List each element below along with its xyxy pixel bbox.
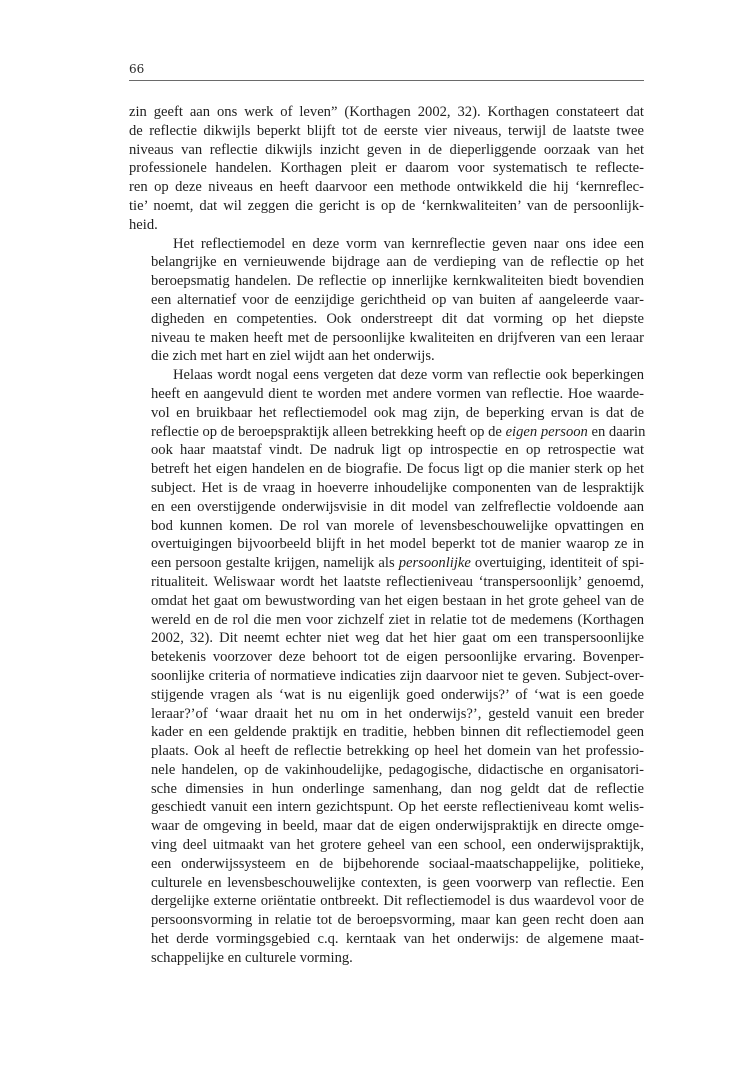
text-line: [129, 423, 644, 442]
text-line: overtuigingen bijvoorbeeld blijft in het model beperkt tot de manier waarop ze in: [151, 536, 644, 553]
text-line: een alternatief voor de eenzijdige gerichtheid op van buiten af aangeleerde vaar-: [151, 291, 644, 308]
text-line: en een overstijgende onderwijsvisie in dit model van zelfreflectie voldoende aan: [151, 498, 644, 515]
text-line: persoonsvorming in relatie tot de beroepsvorming, maar kan geen recht doen aan: [151, 912, 644, 929]
page-number: 66: [129, 62, 145, 76]
text-line: Helaas wordt nogal eens vergeten dat deze vorm van reflectie ook beperkingen: [173, 367, 644, 384]
text-line: die zich met hart en ziel wijdt aan het onderwijs.: [151, 348, 435, 365]
text-line: wereld en de rol die men voor zichzelf ziet in relatie tot de medemens (Korthagen: [151, 611, 644, 628]
paragraph-3: [129, 366, 644, 968]
text-line: het derde vormingsgebied c.q. kerntaak van het onderwijs: de algemene maat-: [151, 931, 644, 948]
text-line: zin geeft aan ons werk of leven” (Korthagen 2002, 32). Korthagen constateert dat: [129, 104, 644, 120]
text-line: ook haar maatstaf vindt. De nadruk ligt op introspectie en op retrospectie wat: [151, 442, 644, 459]
text-line: ren op deze niveaus en heeft daarvoor een methode ontwikkeld die hij ‘kernreflec-: [129, 179, 644, 196]
body-text: [129, 103, 644, 968]
text-line: beroepsmatig handelen. De reflectie op innerlijke kernkwaliteiten biedt bovendien: [151, 273, 644, 290]
text-line: 2002, 32). Dit neemt echter niet weg dat het hier gaat om een transpersoonlijke: [151, 630, 644, 647]
text-line: stijgende vragen als ‘wat is nu eigenlijk goed onderwijs?’ of ‘wat is een goede: [151, 686, 644, 703]
italic-term: persoonlijke: [398, 555, 475, 572]
paragraph-1: [129, 103, 644, 235]
text-line: belangrijke en vernieuwende bijdrage aan de verdieping van de reflectie op het: [151, 254, 644, 271]
text-line: ritualiteit. Weliswaar wordt het laatste reflectieniveau ‘transpersoonlijk’ genoemd,: [151, 573, 644, 590]
text-line: subject. Het is de vraag in hoeverre inhoudelijke componenten van de lespraktijk: [151, 479, 644, 496]
text-line: de reflectie dikwijls beperkt blijft tot de eerste vier niveaus, terwijl de laatste twee: [129, 122, 644, 139]
text-line: leraar?’of ‘waar draait het nu om in het onderwijs?’, gesteld vanuit een breder: [151, 705, 644, 722]
text-line: dergelijke externe oriëntatie ontbreekt. Dit reflectiemodel is dus waardevol voor de: [151, 893, 644, 910]
text-line: plaats. Ook al heeft de reflectie betrekking op heel het domein van het professio-: [151, 743, 644, 760]
text-line: niveau te maken heeft met de persoonlijke kwaliteiten en drijfveren van een leraar: [151, 329, 644, 346]
text-run: overtuiging, identiteit of spi-: [474, 555, 644, 572]
text-line: betekenis voorzover deze behoort tot de eigen persoonlijke ervaring. Bovenper-: [151, 649, 644, 666]
text-run: een persoon gestalte krijgen, namelijk als: [151, 555, 399, 572]
text-line: tie’ noemt, dat wil zeggen die gericht is op de ‘kernkwaliteiten’ van de persoonlijk-: [129, 197, 644, 214]
text-line: geschiedt vanuit een intern gezichtspunt. Op het eerste reflectieniveau komt welis-: [151, 799, 644, 816]
text-line: waar de omgeving in beeld, maar dat de eigen onderwijspraktijk en directe omge-: [151, 818, 644, 835]
text-line: een onderwijssysteem en de bijbehorende sociaal-maatschappelijke, politieke,: [151, 855, 644, 872]
text-line: vol en bruikbaar het reflectiemodel ook mag zijn, de beperking ervan is dat de: [151, 404, 644, 421]
text-line: niveaus van reflectie dikwijls inzicht geven in de dieperliggende oorzaak van het: [129, 141, 644, 158]
text-line: culturele en levensbeschouwelijke contexten, is geen voorwerp van reflectie. Een: [151, 874, 644, 891]
text-line: Het reflectiemodel en deze vorm van kernreflectie geven naar ons idee een: [173, 235, 644, 252]
paragraph-2: [129, 235, 644, 367]
text-line: bod kunnen komen. De rol van morele of levensbeschouwelijke opvattingen en: [151, 517, 644, 534]
text-line: ving deel uitmaakt van het grotere geheel van een school, een onderwijspraktijk,: [151, 837, 644, 854]
text-line: [129, 554, 644, 573]
text-line: heid.: [129, 216, 158, 233]
text-line: soonlijke criteria of normatieve indicaties zijn daarvoor niet te geven. Subject-over-: [151, 667, 644, 684]
text-run: en daarin: [591, 423, 646, 440]
text-line: sche dimensies in hun onderlinge samenhang, dan nog geldt dat de reflectie: [151, 780, 644, 797]
text-line: betreft het eigen handelen en de biografie. De focus ligt op die manier sterk op het: [151, 461, 644, 478]
text-line: digheden en competenties. Ook onderstreept dit dat vorming op het diepste: [151, 310, 644, 327]
text-line: omdat het gaat om bewustwording van het eigen bestaan in het grote geheel van de: [151, 592, 644, 609]
header-rule: [129, 80, 644, 81]
text-line: heeft en aangevuld dient te worden met andere vormen van reflectie. Hoe waarde-: [151, 385, 644, 402]
text-run: reflectie op de beroepspraktijk alleen betrekking heeft op de: [151, 423, 506, 440]
text-line: nele handelen, op de vakinhoudelijke, pedagogische, didactische en organisatori-: [151, 761, 644, 778]
text-line: kader en een geldende praktijk en traditie, hebben binnen dit reflectiemodel geen: [151, 724, 644, 741]
text-line: professionele handelen. Korthagen pleit er daarom voor systematisch te reflecte-: [129, 160, 644, 177]
text-line: schappelijke en culturele vorming.: [151, 949, 353, 966]
italic-term: eigen persoon: [505, 423, 592, 440]
